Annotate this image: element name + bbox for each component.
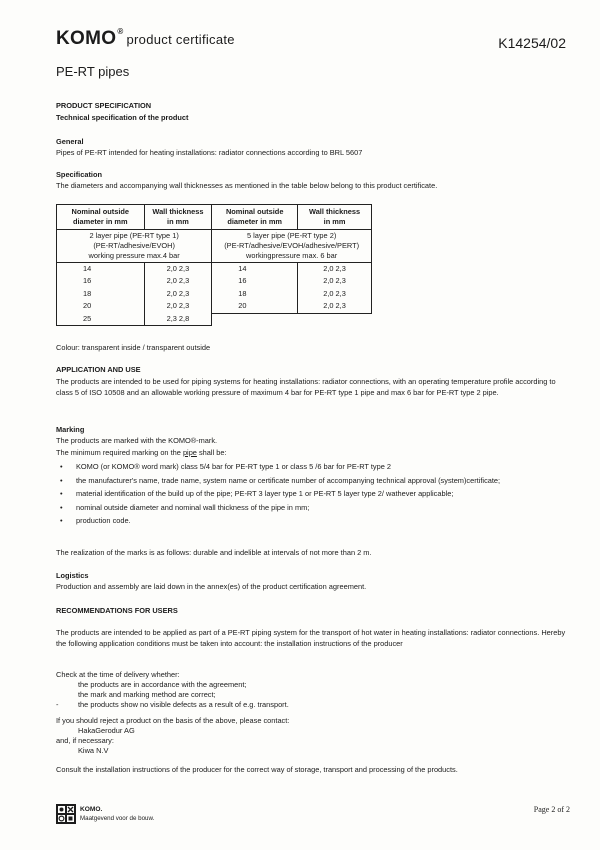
certificate-code: K14254/02: [498, 35, 566, 51]
table-row: [57, 262, 372, 275]
general-text: Pipes of PE-RT intended for heating installations: radiator connections according to BRL 5607: [56, 148, 363, 157]
table-group-row: [57, 229, 372, 262]
table-row: [57, 300, 372, 313]
table-cell: 2,0 2,3: [144, 288, 212, 300]
table-cell: 2,0 2,3: [144, 262, 212, 275]
reject-intro: If you should reject a product on the basis of the above, please contact:: [56, 716, 290, 725]
table-cell: 2,0 2,3: [298, 288, 372, 300]
table-header-row: [57, 205, 372, 230]
header-title: [56, 28, 235, 50]
table-cell: 16: [212, 275, 298, 287]
product-spec-heading: PRODUCT SPECIFICATION: [56, 101, 152, 110]
table-cell: 2,0 2,3: [298, 275, 372, 287]
product-spec-subheading: Technical specification of the product: [56, 113, 189, 122]
table-cell: 20: [212, 300, 298, 313]
page-number: Page 2 of 2: [533, 805, 570, 814]
table-row: [57, 288, 372, 300]
colour-text: Colour: transparent inside / transparent outside: [56, 343, 211, 352]
check-item: the mark and marking method are correct;: [78, 690, 216, 699]
komo-logo-icon: [56, 804, 76, 824]
application-heading: APPLICATION AND USE: [56, 365, 141, 374]
header-brand: KOMO: [56, 28, 117, 49]
general-heading: General: [56, 137, 84, 146]
table-empty-cell: [298, 313, 372, 326]
table-cell: 25: [57, 313, 145, 326]
group-type2: 5 layer pipe (PE-RT type 2) (PE-RT/adhesive/EVOH/adhesive/PERT) workingpressure max. 6 bar: [212, 229, 372, 262]
table-header-cell: Wall thickness in mm: [298, 205, 372, 230]
table-cell: 2,0 2,3: [298, 300, 372, 313]
table-row: [57, 313, 372, 326]
header-doc-type: product certificate: [126, 32, 235, 47]
table-header-cell: Nominal outside diameter in mm: [57, 205, 145, 230]
recommendations-text: The products are intended to be applied as part of a PE-RT piping system for the transport of hot water in heating installations: radiator connections. Hereby the following application conditions must be taken into account: the installation instructions of the producer: [56, 628, 566, 648]
spec-table: [56, 204, 372, 326]
check-item: - the products show no visible defects as a result of e.g. transport.: [56, 700, 289, 709]
footer-logo-text: KOMO.: [80, 806, 103, 813]
table-cell: 18: [212, 288, 298, 300]
table-cell: 16: [57, 275, 145, 287]
table-cell: 2,3 2,8: [144, 313, 212, 326]
table-empty-cell: [212, 313, 298, 326]
dash-marker: -: [56, 700, 59, 709]
application-text: The products are intended to be used for piping systems for heating installations: radiator connections, with an operating temperature profile according to class 5 of ISO 10508 and an allowable working pressure of maximum 4 bar for PE-RT type 1 pipe and max 6 bar for PE-RT type 2 pipe.: [56, 377, 556, 397]
and-if-necessary: and, if necessary:: [56, 736, 114, 745]
contact-secondary: Kiwa N.V: [78, 746, 109, 755]
consult-text: Consult the installation instructions of the producer for the correct way of storage, transport and processing of the products.: [56, 765, 458, 774]
footer-tagline: Maatgevend voor de bouw.: [80, 815, 155, 822]
group-type1: 2 layer pipe (PE-RT type 1) (PE-RT/adhesive/EVOH) working pressure max.4 bar: [57, 229, 212, 262]
table-cell: 2,0 2,3: [144, 275, 212, 287]
contact-primary: HakaGerodur AG: [78, 726, 135, 735]
marking-realization: The realization of the marks is as follows: durable and indelible at intervals of not more than 2 m.: [56, 548, 372, 557]
logistics-heading: Logistics: [56, 571, 89, 580]
table-cell: 20: [57, 300, 145, 313]
list-item: • the manufacturer's name, trade name, system name or certificate number of accompanying technical approval (system)certificate;: [60, 475, 501, 485]
table-cell: 2,0 2,3: [298, 262, 372, 275]
registered-mark: ®: [117, 27, 124, 36]
specification-text: The diameters and accompanying wall thicknesses as mentioned in the table below belong to this product certificate.: [56, 181, 438, 190]
list-item: • nominal outside diameter and nominal wall thickness of the pipe in mm;: [60, 502, 310, 512]
table-cell: 18: [57, 288, 145, 300]
list-item: • KOMO (or KOMO® word mark) class 5/4 bar for PE-RT type 1 or class 5 /6 bar for PE-RT type 2: [60, 462, 391, 471]
table-header-cell: Nominal outside diameter in mm: [212, 205, 298, 230]
check-intro: Check at the time of delivery whether:: [56, 670, 180, 679]
list-item: • production code.: [60, 516, 131, 526]
table-cell: 14: [57, 262, 145, 275]
list-item: • material identification of the build up of the pipe; PE-RT 3 layer type 1 or PE-RT 5 layer type 2/ wathever applicable;: [60, 489, 454, 499]
header-subtitle: PE-RT pipes: [56, 64, 130, 79]
marking-line1: The products are marked with the KOMO®-mark.: [56, 436, 218, 445]
check-item: the products are in accordance with the agreement;: [78, 680, 247, 689]
table-cell: 14: [212, 262, 298, 275]
table-header-cell: Wall thickness in mm: [144, 205, 212, 230]
logistics-text: Production and assembly are laid down in the annex(es) of the product certification agreement.: [56, 582, 367, 591]
specification-heading: Specification: [56, 170, 102, 179]
pipe-underlined: pipe: [182, 448, 197, 457]
table-row: [57, 275, 372, 287]
recommendations-heading: RECOMMENDATIONS FOR USERS: [56, 606, 178, 615]
marking-heading: Marking: [56, 425, 85, 434]
table-cell: 2,0 2,3: [144, 300, 212, 313]
marking-line2: The minimum required marking on the pipe shall be:: [56, 448, 227, 457]
marking-bullet-list: [60, 462, 576, 527]
